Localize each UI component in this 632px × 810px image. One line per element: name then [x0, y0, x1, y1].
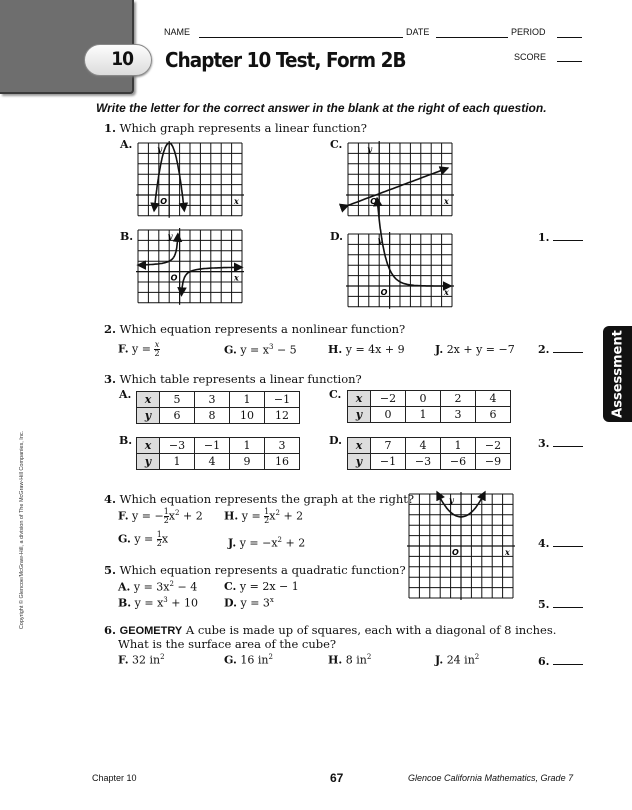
option-6j	[435, 653, 479, 667]
question-text: Which equation represents a quadratic function?	[119, 563, 406, 577]
option-letter: J.	[435, 343, 444, 356]
option-text: 16 in	[240, 653, 269, 667]
cell: 8	[195, 408, 230, 424]
cell: −3	[406, 454, 441, 470]
cell: −1	[265, 392, 300, 408]
cell: 4	[195, 454, 230, 470]
option-2h	[328, 343, 405, 356]
option-text: x	[168, 509, 176, 523]
origin-label: O	[452, 548, 459, 557]
option-5c	[224, 580, 299, 593]
cell: −1	[371, 454, 406, 470]
exponent: 2	[474, 653, 480, 661]
option-letter: G.	[118, 532, 131, 546]
cell: 1	[406, 407, 441, 423]
function-curve	[173, 234, 178, 258]
graph-1c-line[interactable]	[348, 143, 452, 215]
exponent: 2	[160, 653, 165, 661]
name-field[interactable]	[199, 37, 403, 38]
exponent: 2	[277, 536, 283, 544]
x-axis-label: x	[444, 196, 449, 206]
option-letter: F.	[118, 509, 129, 523]
option-text: y = 3x	[133, 580, 170, 594]
option-letter: H.	[224, 509, 239, 523]
cell: 3	[265, 438, 300, 454]
option-6h	[328, 653, 371, 667]
y-axis-label: y	[449, 495, 454, 505]
numerator: 1	[264, 507, 270, 516]
cell: 5	[160, 392, 195, 408]
option-letter: F.	[118, 342, 129, 356]
score-label: SCORE	[514, 52, 547, 62]
option-letter: C.	[329, 388, 342, 401]
answer-blank-2[interactable]	[538, 343, 583, 356]
assessment-tab	[603, 326, 632, 422]
option-text: 24 in	[446, 653, 475, 667]
option-6g	[224, 653, 273, 667]
copyright-notice: Copyright © Glencoe/McGraw-Hill, a division of The McGraw-Hill Companies, Inc.	[19, 430, 25, 630]
cell: 0	[371, 407, 406, 423]
cell: 10	[230, 408, 265, 424]
cell: 16	[265, 454, 300, 470]
question-number: 1.	[104, 121, 117, 135]
graph-1d-exponential[interactable]	[348, 234, 452, 308]
answer-blank-4[interactable]	[538, 537, 583, 550]
function-curve	[348, 168, 448, 205]
y-axis-label: y	[157, 144, 162, 154]
table-3d	[347, 437, 511, 470]
exponent: 2	[275, 508, 280, 517]
option-4g	[118, 531, 168, 548]
option-5b	[118, 596, 198, 610]
question-number: 2.	[104, 322, 117, 336]
cell: 12	[265, 408, 300, 424]
option-5d	[224, 596, 274, 610]
option-letter: D.	[330, 230, 343, 243]
period-field[interactable]	[557, 37, 582, 38]
row-header-x: x	[348, 438, 371, 454]
option-text: y =	[241, 509, 265, 523]
row-header-y: y	[348, 407, 371, 423]
option-letter: D.	[224, 596, 237, 610]
option-5a	[118, 580, 197, 594]
origin-label: O	[380, 288, 388, 297]
answer-label: 4.	[538, 537, 550, 550]
row-header-x: x	[137, 438, 160, 454]
option-text: x	[269, 509, 276, 523]
exponent: 2	[268, 653, 273, 661]
cell: 3	[195, 392, 230, 408]
option-text: y =	[134, 532, 157, 546]
option-letter: H.	[328, 653, 343, 667]
option-text: + 2	[282, 536, 306, 550]
row-header-y: y	[348, 454, 371, 470]
question-text: Which equation represents a nonlinear function?	[119, 322, 406, 336]
cell: −2	[371, 391, 406, 407]
numerator: 1	[156, 530, 162, 539]
option-text: y =	[132, 342, 155, 356]
option-text: x	[161, 532, 169, 546]
question-text: Which equation represents the graph at the right?	[119, 492, 415, 506]
option-text: + 10	[167, 596, 198, 610]
origin-label: O	[160, 197, 168, 206]
option-4j	[228, 536, 305, 550]
question-5	[104, 563, 406, 577]
graph-4-parabola[interactable]	[409, 494, 513, 598]
page-title: Chapter 10 Test, Form 2B	[165, 48, 406, 72]
row-header-x: x	[137, 392, 160, 408]
footer-chapter: Chapter 10	[92, 773, 137, 783]
option-text: − 4	[173, 580, 198, 594]
cell: −1	[195, 438, 230, 454]
name-label: NAME	[164, 27, 191, 37]
exponent: 3	[163, 596, 168, 604]
graph-1b-hyperbola[interactable]	[138, 230, 242, 304]
fraction	[154, 341, 159, 358]
option-letter: D.	[329, 434, 342, 447]
row-header-y: y	[137, 454, 160, 470]
option-letter: B.	[118, 596, 132, 610]
question-2	[104, 322, 405, 336]
option-text: y = x	[240, 343, 269, 357]
cell: 1	[160, 454, 195, 470]
graph-1a-parabola[interactable]	[138, 143, 242, 215]
question-number: 4.	[104, 492, 117, 506]
question-3	[104, 372, 362, 386]
exponent: 3	[268, 343, 274, 351]
option-letter: B.	[120, 230, 134, 243]
score-field[interactable]	[557, 61, 582, 62]
option-6f	[118, 653, 165, 667]
denominator: 2	[163, 516, 169, 525]
question-6	[104, 623, 556, 637]
cell: 4	[476, 391, 511, 407]
option-4f	[118, 508, 203, 525]
option-text: + 2	[179, 509, 203, 523]
origin-label: O	[170, 273, 178, 283]
option-letter: C.	[224, 580, 237, 593]
x-axis-label: x	[505, 547, 510, 557]
option-letter: J.	[435, 653, 444, 667]
option-text: y = x	[134, 596, 164, 610]
question-number: 6.	[104, 623, 117, 637]
option-letter: G.	[224, 653, 237, 667]
option-4h	[224, 508, 303, 525]
cell: 2	[441, 391, 476, 407]
page-number: 67	[330, 771, 344, 785]
cell: −2	[476, 438, 511, 454]
exponent: 2	[169, 580, 174, 588]
cell: 6	[160, 408, 195, 424]
row-header-x: x	[348, 391, 371, 407]
answer-label: 6.	[538, 655, 550, 668]
answer-label: 2.	[538, 343, 550, 356]
option-letter: A.	[120, 138, 133, 151]
option-letter: C.	[330, 138, 343, 151]
question-text: A cube is made up of squares, each with a diagonal of 8 inches.	[185, 623, 557, 637]
cell: 9	[230, 454, 265, 470]
date-label: DATE	[406, 27, 430, 37]
numerator: 1	[163, 507, 169, 516]
option-2g	[224, 343, 297, 357]
exponent: 2	[366, 653, 372, 661]
numerator: x	[154, 340, 160, 349]
cell: 0	[406, 391, 441, 407]
cell: −9	[476, 454, 511, 470]
question-number: 3.	[104, 372, 117, 386]
option-letter: G.	[224, 343, 237, 357]
denominator: 2	[264, 516, 270, 525]
option-text: + 2	[279, 509, 304, 523]
question-topic: GEOMETRY	[119, 625, 183, 637]
answer-blank-6[interactable]	[538, 655, 583, 668]
option-text: y = 4x + 9	[345, 343, 405, 356]
denominator: 2	[156, 539, 162, 548]
question-text: Which graph represents a linear function?	[119, 121, 367, 135]
exponent: 2	[175, 508, 180, 517]
chapter-number: 10	[111, 48, 133, 70]
option-letter: F.	[118, 653, 129, 667]
option-2j	[435, 343, 515, 356]
y-axis-label: y	[367, 144, 372, 154]
answer-label: 3.	[538, 437, 550, 450]
row-header-y: y	[137, 408, 160, 424]
denominator: 2	[154, 349, 160, 358]
origin-label: O	[370, 197, 378, 206]
option-letter: B.	[119, 434, 133, 447]
option-text: y = −x	[239, 536, 278, 550]
option-text: y = −	[132, 509, 164, 523]
x-axis-label: x	[234, 196, 239, 206]
table-3c	[347, 390, 511, 423]
question-4	[104, 492, 414, 506]
chapter-number-badge	[84, 44, 152, 76]
x-axis-label: x	[234, 272, 239, 283]
option-letter: J.	[228, 536, 237, 550]
cell: −6	[441, 454, 476, 470]
table-3b	[136, 437, 300, 470]
question-1	[104, 121, 367, 135]
option-text: y = 2x − 1	[239, 580, 299, 593]
y-axis-label: y	[377, 235, 383, 245]
instructions: Write the letter for the correct answer in the blank at the right of each question.	[96, 101, 547, 115]
cell: 7	[371, 438, 406, 454]
cell: −3	[160, 438, 195, 454]
option-text: y = 3	[240, 596, 270, 610]
cell: 1	[230, 392, 265, 408]
option-letter: A.	[119, 388, 132, 401]
option-letter: H.	[328, 343, 343, 356]
option-2f	[118, 341, 160, 358]
option-text: 2x + y = −7	[446, 343, 515, 356]
option-text: − 5	[273, 343, 297, 357]
question-text: Which table represents a linear function?	[119, 372, 362, 386]
exponent: x	[269, 596, 274, 604]
footer-book-title: Glencoe California Mathematics, Grade 7	[408, 773, 574, 783]
cell: 1	[441, 438, 476, 454]
option-letter: A.	[118, 580, 131, 594]
answer-label: 1.	[538, 231, 550, 244]
table-3a	[136, 391, 300, 424]
cell: 3	[441, 407, 476, 423]
cell: 4	[406, 438, 441, 454]
period-label: PERIOD	[511, 27, 546, 37]
answer-label: 5.	[538, 598, 550, 611]
option-text: 32 in	[132, 653, 161, 667]
assessment-tab-label: Assessment	[610, 330, 625, 418]
answer-blank-3[interactable]	[538, 437, 583, 450]
cell: 1	[230, 438, 265, 454]
cell: 6	[476, 407, 511, 423]
answer-blank-5[interactable]	[538, 598, 583, 611]
answer-blank-1[interactable]	[538, 231, 583, 244]
date-field[interactable]	[436, 37, 508, 38]
question-number: 5.	[104, 563, 117, 577]
x-axis-label: x	[444, 287, 449, 297]
question-text-continued: What is the surface area of the cube?	[118, 637, 337, 651]
y-axis-label: y	[167, 231, 173, 241]
option-text: 8 in	[345, 653, 367, 667]
